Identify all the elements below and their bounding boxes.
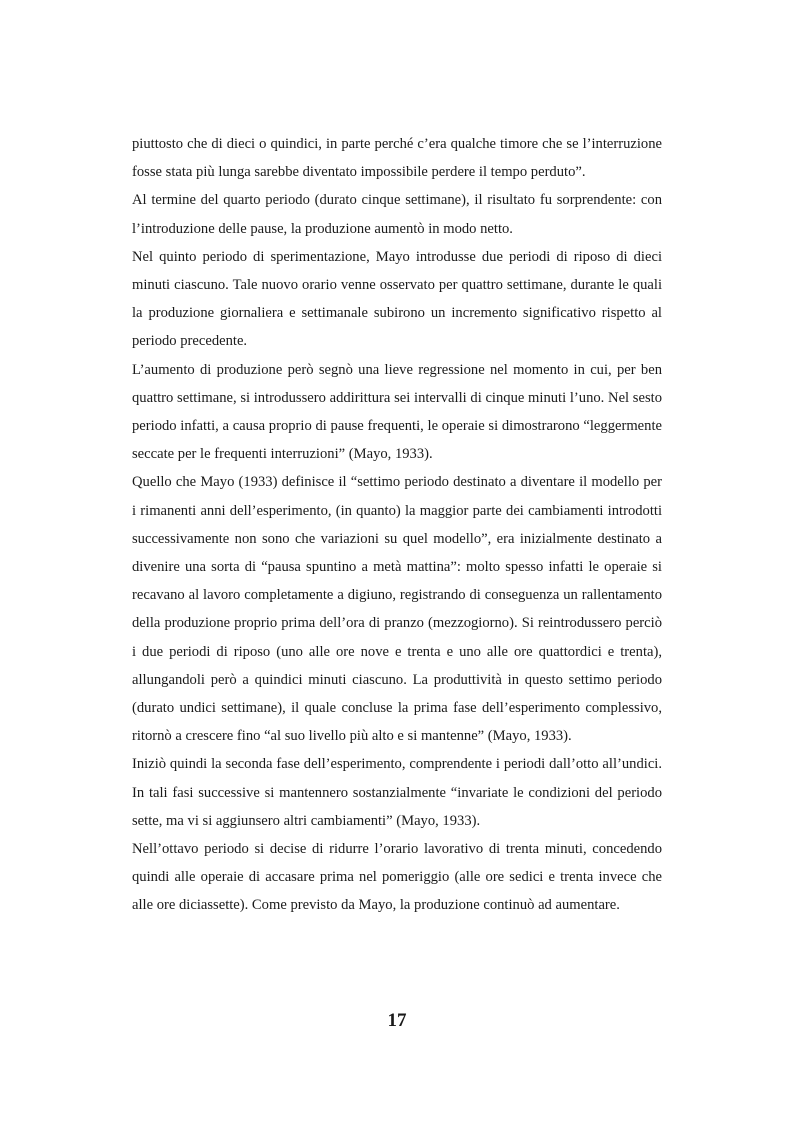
paragraph: Iniziò quindi la seconda fase dell’esperimento, comprendente i periodi dall’otto all’undici. In tali fasi successive si mantennero sostanzialmente “invariate le condizioni del periodo sette, ma vi si aggiunsero altri cambiamenti” (Mayo, 1933). xyxy=(132,756,662,829)
paragraph: Al termine del quarto periodo (durato cinque settimane), il risultato fu sorprendente: con l’introduzione delle pause, la produzione aumentò in modo netto. xyxy=(132,192,662,237)
paragraph: L’aumento di produzione però segnò una lieve regressione nel momento in cui, per ben quattro settimane, si introdussero addirittura sei intervalli di cinque minuti l’uno. Nel sesto periodo infatti, a causa proprio di pause frequenti, le operaie si dimostrarono “leggermente seccate per le frequenti interruzioni” (Mayo, 1933). xyxy=(132,361,662,463)
paragraph: Nel quinto periodo di sperimentazione, Mayo introdusse due periodi di riposo di dieci minuti ciascuno. Tale nuovo orario venne osservato per quattro settimane, durante le quali la produzione giornaliera e settimanale subirono un incremento significativo rispetto al periodo precedente. xyxy=(132,248,662,350)
paragraph: Nell’ottavo periodo si decise di ridurre l’orario lavorativo di trenta minuti, concedendo quindi alle operaie di accasare prima nel pomeriggio (alle ore sedici e trenta invece che alle ore diciassette). Come previsto da Mayo, la produzione continuò ad aumentare. xyxy=(132,841,662,914)
paragraph: Quello che Mayo (1933) definisce il “settimo periodo destinato a diventare il modello per i rimanenti anni dell’esperimento, (in quanto) la maggior parte dei cambiamenti introdotti successivamente non sono che variazioni su quel modello”, era inizialmente destinato a divenire una sorta di “pausa spuntino a metà mattina”: molto spesso infatti le operaie si recavano al lavoro completamente a digiuno, registrando di conseguenza un rallentamento della produzione proprio prima dell’ora di pranzo (mezzogiorno). Si reintrodussero perciò i due periodi di riposo (uno alle ore nove e trenta e uno alle ore quattordici e trenta), allungandoli però a quindici minuti ciascuno. La produttività in questo settimo periodo (durato undici settimane), il quale concluse la prima fase dell’esperimento complessivo, ritornò a crescere fino “al suo livello più alto e si mantenne” (Mayo, 1933). xyxy=(132,474,662,745)
paragraph: piuttosto che di dieci o quindici, in parte perché c’era qualche timore che se l’interruzione fosse stata più lunga sarebbe diventato impossibile perdere il tempo perduto”. xyxy=(132,136,662,181)
page-number: 17 xyxy=(387,1010,407,1031)
body-text xyxy=(132,130,662,920)
